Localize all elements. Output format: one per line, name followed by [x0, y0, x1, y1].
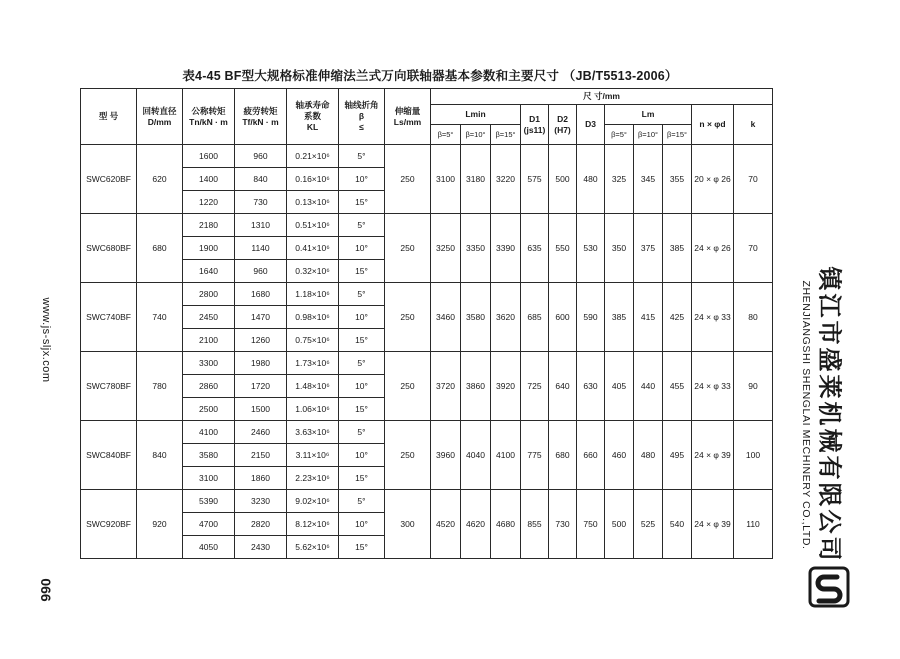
header-nominal-torque: 公称转矩 Tn/kN · m: [183, 89, 235, 145]
cell-diameter: 840: [137, 421, 183, 490]
cell-bolt: 24 × φ 33: [692, 352, 734, 421]
cell-d3: 750: [577, 490, 605, 559]
cell-bearing-life: 1.73×10⁶: [287, 352, 339, 375]
cell-nominal-torque: 3300: [183, 352, 235, 375]
table-body: [81, 145, 773, 559]
cell-bearing-life: 0.51×10⁶: [287, 214, 339, 237]
cell-lm-b15: 425: [663, 283, 692, 352]
cell-nominal-torque: 1900: [183, 237, 235, 260]
cell-angle: 5°: [339, 352, 385, 375]
cell-nominal-torque: 2450: [183, 306, 235, 329]
cell-angle: 15°: [339, 260, 385, 283]
cell-nominal-torque: 4700: [183, 513, 235, 536]
header-bearing-life: 轴承寿命 系数 KL: [287, 89, 339, 145]
cell-k: 70: [734, 145, 773, 214]
header-lmin-b5: β=5°: [431, 125, 461, 145]
cell-lmin-b10: 4040: [461, 421, 491, 490]
cell-model: SWC920BF: [81, 490, 137, 559]
cell-d1: 575: [521, 145, 549, 214]
cell-fatigue-torque: 2430: [235, 536, 287, 559]
table-row: [81, 283, 773, 306]
cell-d1: 685: [521, 283, 549, 352]
company-name-en: ZHENJIANGSHI SHENGLAI MECHINERY CO.,LTD.: [800, 280, 812, 550]
cell-angle: 10°: [339, 444, 385, 467]
cell-nominal-torque: 2500: [183, 398, 235, 421]
cell-angle: 10°: [339, 168, 385, 191]
cell-fatigue-torque: 2150: [235, 444, 287, 467]
cell-nominal-torque: 2860: [183, 375, 235, 398]
cell-nominal-torque: 1600: [183, 145, 235, 168]
cell-bearing-life: 8.12×10⁶: [287, 513, 339, 536]
cell-bearing-life: 0.13×10⁶: [287, 191, 339, 214]
table-row: [81, 145, 773, 168]
cell-d3: 630: [577, 352, 605, 421]
header-bolt: n × φd: [692, 105, 734, 145]
company-name-cn: 镇江市盛莱机械有限公司: [815, 266, 844, 564]
cell-d1: 725: [521, 352, 549, 421]
cell-nominal-torque: 4050: [183, 536, 235, 559]
cell-model: SWC680BF: [81, 214, 137, 283]
cell-k: 110: [734, 490, 773, 559]
cell-fatigue-torque: 1860: [235, 467, 287, 490]
cell-bearing-life: 0.21×10⁶: [287, 145, 339, 168]
cell-k: 100: [734, 421, 773, 490]
cell-bearing-life: 0.16×10⁶: [287, 168, 339, 191]
cell-lmin-b15: 4680: [491, 490, 521, 559]
cell-lm-b10: 375: [634, 214, 663, 283]
cell-nominal-torque: 3100: [183, 467, 235, 490]
cell-angle: 15°: [339, 329, 385, 352]
table-row: [81, 490, 773, 513]
cell-d3: 590: [577, 283, 605, 352]
cell-diameter: 620: [137, 145, 183, 214]
cell-bearing-life: 1.18×10⁶: [287, 283, 339, 306]
cell-d2: 680: [549, 421, 577, 490]
cell-lm-b10: 525: [634, 490, 663, 559]
cell-bolt: 24 × φ 39: [692, 421, 734, 490]
cell-angle: 15°: [339, 398, 385, 421]
cell-k: 90: [734, 352, 773, 421]
cell-lm-b15: 355: [663, 145, 692, 214]
cell-angle: 15°: [339, 536, 385, 559]
cell-stroke: 250: [385, 214, 431, 283]
cell-angle: 5°: [339, 283, 385, 306]
cell-lm-b5: 385: [605, 283, 634, 352]
cell-fatigue-torque: 3230: [235, 490, 287, 513]
cell-diameter: 740: [137, 283, 183, 352]
cell-bearing-life: 3.11×10⁶: [287, 444, 339, 467]
cell-lmin-b5: 3720: [431, 352, 461, 421]
cell-d2: 500: [549, 145, 577, 214]
cell-d2: 550: [549, 214, 577, 283]
cell-lm-b5: 405: [605, 352, 634, 421]
cell-model: SWC740BF: [81, 283, 137, 352]
cell-d1: 635: [521, 214, 549, 283]
cell-lm-b15: 455: [663, 352, 692, 421]
cell-nominal-torque: 2100: [183, 329, 235, 352]
cell-lm-b10: 415: [634, 283, 663, 352]
cell-nominal-torque: 5390: [183, 490, 235, 513]
cell-bolt: 20 × φ 26: [692, 145, 734, 214]
cell-d1: 775: [521, 421, 549, 490]
cell-lmin-b5: 3100: [431, 145, 461, 214]
cell-stroke: 250: [385, 352, 431, 421]
cell-bearing-life: 0.98×10⁶: [287, 306, 339, 329]
cell-bearing-life: 0.32×10⁶: [287, 260, 339, 283]
cell-fatigue-torque: 1260: [235, 329, 287, 352]
cell-fatigue-torque: 1470: [235, 306, 287, 329]
cell-bearing-life: 0.75×10⁶: [287, 329, 339, 352]
cell-angle: 10°: [339, 306, 385, 329]
cell-bearing-life: 1.06×10⁶: [287, 398, 339, 421]
cell-d2: 640: [549, 352, 577, 421]
cell-bearing-life: 9.02×10⁶: [287, 490, 339, 513]
cell-angle: 5°: [339, 145, 385, 168]
header-model: 型 号: [81, 89, 137, 145]
cell-lmin-b5: 3960: [431, 421, 461, 490]
header-stroke: 伸缩量 Ls/mm: [385, 89, 431, 145]
table-row: [81, 421, 773, 444]
cell-angle: 15°: [339, 467, 385, 490]
table-row: [81, 352, 773, 375]
cell-lmin-b10: 4620: [461, 490, 491, 559]
table-row: [81, 214, 773, 237]
cell-nominal-torque: 2800: [183, 283, 235, 306]
cell-bearing-life: 3.63×10⁶: [287, 421, 339, 444]
header-fatigue-torque: 疲劳转矩 Tf/kN · m: [235, 89, 287, 145]
header-lm-b10: β=10°: [634, 125, 663, 145]
cell-lmin-b10: 3350: [461, 214, 491, 283]
cell-lm-b15: 385: [663, 214, 692, 283]
cell-lm-b5: 460: [605, 421, 634, 490]
cell-lmin-b15: 3390: [491, 214, 521, 283]
cell-fatigue-torque: 1500: [235, 398, 287, 421]
cell-model: SWC840BF: [81, 421, 137, 490]
cell-angle: 15°: [339, 191, 385, 214]
header-d1: D1 (js11): [521, 105, 549, 145]
cell-lm-b10: 345: [634, 145, 663, 214]
cell-d3: 660: [577, 421, 605, 490]
cell-bolt: 24 × φ 39: [692, 490, 734, 559]
header-lmin: Lmin: [431, 105, 521, 125]
cell-d3: 480: [577, 145, 605, 214]
cell-angle: 5°: [339, 421, 385, 444]
cell-bolt: 24 × φ 26: [692, 214, 734, 283]
header-angle: 轴线折角 β ≤: [339, 89, 385, 145]
cell-d1: 855: [521, 490, 549, 559]
cell-nominal-torque: 1400: [183, 168, 235, 191]
cell-fatigue-torque: 2820: [235, 513, 287, 536]
header-lm: Lm: [605, 105, 692, 125]
cell-angle: 10°: [339, 513, 385, 536]
cell-d3: 530: [577, 214, 605, 283]
cell-angle: 5°: [339, 490, 385, 513]
company-logo-icon: [808, 566, 850, 608]
cell-fatigue-torque: 1310: [235, 214, 287, 237]
cell-lmin-b15: 4100: [491, 421, 521, 490]
cell-d2: 600: [549, 283, 577, 352]
cell-fatigue-torque: 1720: [235, 375, 287, 398]
cell-stroke: 250: [385, 421, 431, 490]
header-k: k: [734, 105, 773, 145]
cell-lm-b15: 495: [663, 421, 692, 490]
cell-angle: 10°: [339, 237, 385, 260]
cell-nominal-torque: 4100: [183, 421, 235, 444]
cell-fatigue-torque: 730: [235, 191, 287, 214]
cell-diameter: 680: [137, 214, 183, 283]
cell-lmin-b10: 3180: [461, 145, 491, 214]
cell-diameter: 780: [137, 352, 183, 421]
header-dimensions: 尺 寸/mm: [431, 89, 773, 105]
cell-lm-b10: 480: [634, 421, 663, 490]
cell-k: 80: [734, 283, 773, 352]
cell-lm-b5: 325: [605, 145, 634, 214]
cell-bearing-life: 0.41×10⁶: [287, 237, 339, 260]
cell-lmin-b15: 3920: [491, 352, 521, 421]
cell-lmin-b5: 3460: [431, 283, 461, 352]
cell-bearing-life: 2.23×10⁶: [287, 467, 339, 490]
cell-fatigue-torque: 840: [235, 168, 287, 191]
cell-lmin-b5: 3250: [431, 214, 461, 283]
cell-fatigue-torque: 1680: [235, 283, 287, 306]
cell-stroke: 250: [385, 145, 431, 214]
cell-angle: 10°: [339, 375, 385, 398]
cell-lm-b15: 540: [663, 490, 692, 559]
cell-stroke: 250: [385, 283, 431, 352]
cell-lmin-b15: 3220: [491, 145, 521, 214]
header-lmin-b10: β=10°: [461, 125, 491, 145]
spec-table: [80, 88, 773, 559]
cell-bolt: 24 × φ 33: [692, 283, 734, 352]
cell-fatigue-torque: 960: [235, 145, 287, 168]
cell-stroke: 300: [385, 490, 431, 559]
cell-bearing-life: 1.48×10⁶: [287, 375, 339, 398]
cell-angle: 5°: [339, 214, 385, 237]
cell-fatigue-torque: 1980: [235, 352, 287, 375]
header-d3: D3: [577, 105, 605, 145]
cell-fatigue-torque: 960: [235, 260, 287, 283]
website-url: www.js-sljx.com: [40, 297, 52, 383]
cell-lm-b5: 500: [605, 490, 634, 559]
cell-bearing-life: 5.62×10⁶: [287, 536, 339, 559]
cell-lmin-b10: 3860: [461, 352, 491, 421]
header-lmin-b15: β=15°: [491, 125, 521, 145]
cell-fatigue-torque: 1140: [235, 237, 287, 260]
header-lm-b15: β=15°: [663, 125, 692, 145]
cell-lmin-b10: 3580: [461, 283, 491, 352]
cell-k: 70: [734, 214, 773, 283]
header-lm-b5: β=5°: [605, 125, 634, 145]
header-rotation-diameter: 回转直径 D/mm: [137, 89, 183, 145]
cell-nominal-torque: 1640: [183, 260, 235, 283]
cell-nominal-torque: 1220: [183, 191, 235, 214]
header-d2: D2 (H7): [549, 105, 577, 145]
cell-d2: 730: [549, 490, 577, 559]
cell-lmin-b15: 3620: [491, 283, 521, 352]
cell-lm-b5: 350: [605, 214, 634, 283]
cell-lm-b10: 440: [634, 352, 663, 421]
table-title: 表4-45 BF型大规格标准伸缩法兰式万向联轴器基本参数和主要尺寸 （JB/T5513-2006）: [182, 69, 678, 83]
cell-diameter: 920: [137, 490, 183, 559]
cell-model: SWC780BF: [81, 352, 137, 421]
cell-nominal-torque: 2180: [183, 214, 235, 237]
cell-nominal-torque: 3580: [183, 444, 235, 467]
cell-lmin-b5: 4520: [431, 490, 461, 559]
cell-model: SWC620BF: [81, 145, 137, 214]
page-number: 066: [38, 578, 54, 602]
cell-fatigue-torque: 2460: [235, 421, 287, 444]
